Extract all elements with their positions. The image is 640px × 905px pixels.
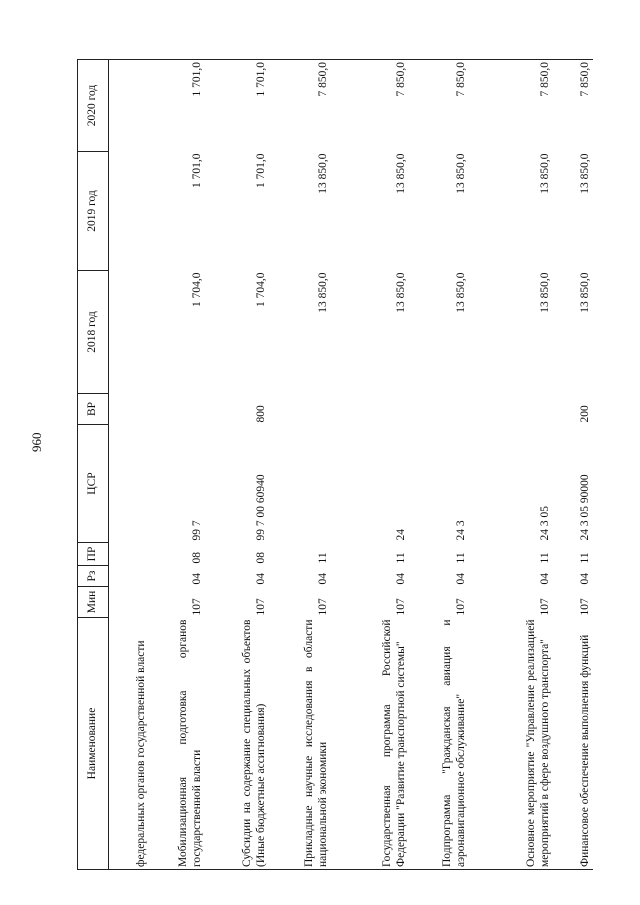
row-min: 107 <box>254 598 267 616</box>
row-2018: 13 850,0 <box>316 272 329 313</box>
row-min: 107 <box>316 598 329 616</box>
row-rz: 04 <box>538 573 551 585</box>
row-csr <box>269 425 331 543</box>
row-vr <box>469 394 553 425</box>
row-name: Государственная программа Российской Федерации "Развитие транспортной системы" <box>331 618 409 870</box>
row-2018: 13 850,0 <box>578 272 591 313</box>
row-2018 <box>109 271 149 394</box>
row-vr <box>331 394 409 425</box>
header-2018: 2018 год <box>78 271 109 394</box>
row-name: Финансовое обеспечение выполнения функций <box>553 618 593 870</box>
row-name: Подпрограмма "Гражданская авиация и аэронавигационное обслуживание" <box>409 618 469 870</box>
row-2018: 13 850,0 <box>538 272 551 313</box>
row-min: 107 <box>578 598 591 616</box>
row-csr: 24 3 <box>454 520 467 541</box>
row-2020: 7 850,0 <box>269 60 331 152</box>
header-csr: ЦСР <box>78 425 109 543</box>
table-header-row <box>78 60 109 870</box>
row-pr: 11 <box>316 552 329 564</box>
row-vr: 800 <box>254 405 267 423</box>
row-rz: 04 <box>190 573 203 585</box>
row-csr: 99 7 <box>190 520 203 541</box>
row-csr: 99 7 00 60940 <box>254 474 267 541</box>
row-rz <box>109 566 149 587</box>
row-rz: 04 <box>254 573 267 585</box>
table-row <box>409 60 469 870</box>
row-vr: 200 <box>578 405 591 423</box>
row-2020 <box>109 60 149 152</box>
page-number: 960 <box>29 432 44 452</box>
row-2019: 13 850,0 <box>394 153 407 194</box>
header-min: Мин <box>78 587 109 618</box>
row-min: 107 <box>394 598 407 616</box>
row-2018: 1 704,0 <box>190 272 203 307</box>
row-2020: 1 701,0 <box>149 60 205 152</box>
row-rz: 04 <box>578 573 591 585</box>
row-pr: 11 <box>394 552 407 564</box>
header-vr: ВР <box>78 394 109 425</box>
row-2019: 13 850,0 <box>538 153 551 194</box>
row-rz: 04 <box>316 573 329 585</box>
row-2019: 13 850,0 <box>316 153 329 194</box>
row-2019 <box>109 152 149 271</box>
row-pr: 11 <box>538 552 551 564</box>
header-2019: 2019 год <box>78 152 109 271</box>
row-min: 107 <box>454 598 467 616</box>
header-name: Наименование <box>78 618 109 870</box>
row-min <box>109 587 149 618</box>
row-2018: 13 850,0 <box>454 272 467 313</box>
table-row <box>149 60 205 870</box>
header-pr: ПР <box>78 543 109 566</box>
row-csr: 24 3 05 90000 <box>578 474 591 541</box>
row-pr: 11 <box>578 552 591 564</box>
rotated-page-content <box>77 60 600 870</box>
row-csr <box>109 425 149 543</box>
row-2020: 7 850,0 <box>331 60 409 152</box>
budget-table <box>77 59 593 870</box>
row-rz: 04 <box>454 573 467 585</box>
table-row <box>469 60 553 870</box>
row-name: Основное мероприятие "Управление реализацией мероприятий в сфере воздушного транспорта" <box>469 618 553 870</box>
table-row <box>205 60 269 870</box>
row-2020: 7 850,0 <box>553 60 593 152</box>
table-row <box>109 60 149 870</box>
row-min: 107 <box>190 598 203 616</box>
row-name: Субсидии на содержание специальных объектов (Иные бюджетные ассигнования) <box>205 618 269 870</box>
table-row <box>553 60 593 870</box>
row-rz: 04 <box>394 573 407 585</box>
row-min: 107 <box>538 598 551 616</box>
row-pr: 11 <box>454 552 467 564</box>
row-pr: 08 <box>254 552 267 564</box>
row-name: Мобилизационная подготовка органов государственной власти <box>149 618 205 870</box>
row-vr <box>149 394 205 425</box>
row-2020: 7 850,0 <box>469 60 553 152</box>
row-2018: 13 850,0 <box>394 272 407 313</box>
row-vr <box>409 394 469 425</box>
row-csr: 24 3 05 <box>538 506 551 541</box>
row-2018: 1 704,0 <box>254 272 267 307</box>
row-2019: 13 850,0 <box>454 153 467 194</box>
row-2019: 1 701,0 <box>254 153 267 188</box>
table-row <box>269 60 331 870</box>
row-vr <box>269 394 331 425</box>
row-name: Прикладные научные исследования в области национальной экономики <box>269 618 331 870</box>
row-pr <box>109 543 149 566</box>
row-csr: 24 <box>394 529 407 541</box>
row-vr <box>109 394 149 425</box>
row-2019: 13 850,0 <box>578 153 591 194</box>
header-2020: 2020 год <box>78 60 109 152</box>
row-name: федеральных органов государственной власти <box>109 618 149 870</box>
header-rz: Рз <box>78 566 109 587</box>
table-row <box>331 60 409 870</box>
row-2019: 1 701,0 <box>190 153 203 188</box>
row-2020: 1 701,0 <box>205 60 269 152</box>
row-pr: 08 <box>190 552 203 564</box>
row-2020: 7 850,0 <box>409 60 469 152</box>
